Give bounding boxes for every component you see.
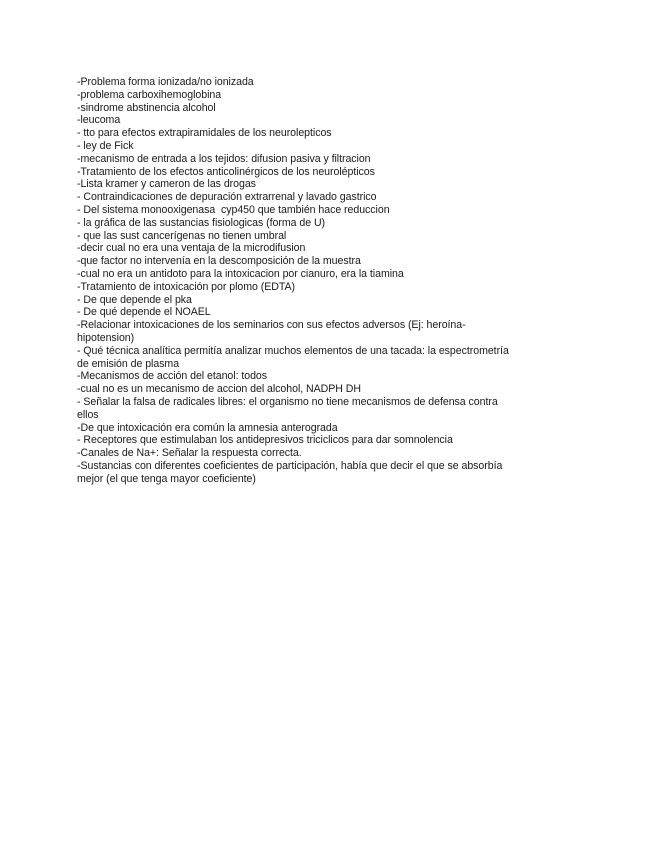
- text-line: -que factor no intervenía en la descomposición de la muestra: [77, 255, 361, 268]
- text-line: - tto para efectos extrapiramidales de los neurolepticos: [77, 127, 332, 140]
- text-line: - Receptores que estimulaban los antidepresivos triciclicos para dar somnolencia: [77, 434, 453, 447]
- text-line: -decir cual no era una ventaja de la microdifusion: [77, 242, 306, 255]
- text-line: - Contraindicaciones de depuración extrarrenal y lavado gastrico: [77, 191, 377, 204]
- text-line: mejor (el que tenga mayor coeficiente): [77, 472, 256, 485]
- text-line: ellos: [77, 408, 99, 421]
- text-line: -cual no era un antidoto para la intoxicacion por cianuro, era la tiamina: [77, 267, 404, 280]
- text-line: -leucoma: [77, 114, 121, 127]
- text-line: - Qué técnica analítica permitía analizar muchos elementos de una tacada: la espectrometría: [77, 344, 509, 357]
- text-line: -Problema forma ionizada/no ionizada: [77, 76, 254, 88]
- text-line: -Sustancias con diferentes coeficientes de participación, había que decir el que se absorbía: [77, 459, 503, 472]
- text-line: de emisión de plasma: [77, 357, 180, 370]
- text-line: -Tratamiento de intoxicación por plomo (EDTA): [77, 280, 295, 293]
- text-line: -Mecanismos de acción del etanol: todos: [77, 370, 268, 383]
- text-line: - ley de Fick: [77, 139, 134, 152]
- document-body: [77, 76, 577, 486]
- text-line: -De que intoxicación era común la amnesia anterograda: [77, 421, 338, 434]
- text-line: -Canales de Na+: Señalar la respuesta correcta.: [77, 447, 302, 460]
- text-line: -Relacionar intoxicaciones de los seminarios con sus efectos adversos (Ej: heroína-: [77, 319, 466, 332]
- text-line: -sindrome abstinencia alcohol: [77, 101, 216, 114]
- text-line: hipotension): [77, 331, 135, 344]
- text-line: - Del sistema monooxigenasa cyp450 que también hace reduccion: [77, 203, 390, 216]
- text-line: - Señalar la falsa de radicales libres: el organismo no tiene mecanismos de defensa contra: [77, 395, 498, 408]
- text-line: -mecanismo de entrada a los tejidos: difusion pasiva y filtracion: [77, 152, 371, 165]
- text-line: -Lista kramer y cameron de las drogas: [77, 178, 256, 191]
- text-line: - De qué depende el NOAEL: [77, 306, 211, 319]
- text-line: -problema carboxihemoglobina: [77, 88, 222, 101]
- text-line: -cual no es un mecanismo de accion del alcohol, NADPH DH: [77, 383, 361, 396]
- text-line: - la gráfica de las sustancias fisiologicas (forma de U): [77, 216, 326, 229]
- text-line: - De que depende el pka: [77, 293, 192, 306]
- text-line: - que las sust cancerígenas no tienen umbral: [77, 229, 287, 242]
- text-line: -Tratamiento de los efectos anticolinérgicos de los neurolépticos: [77, 165, 375, 178]
